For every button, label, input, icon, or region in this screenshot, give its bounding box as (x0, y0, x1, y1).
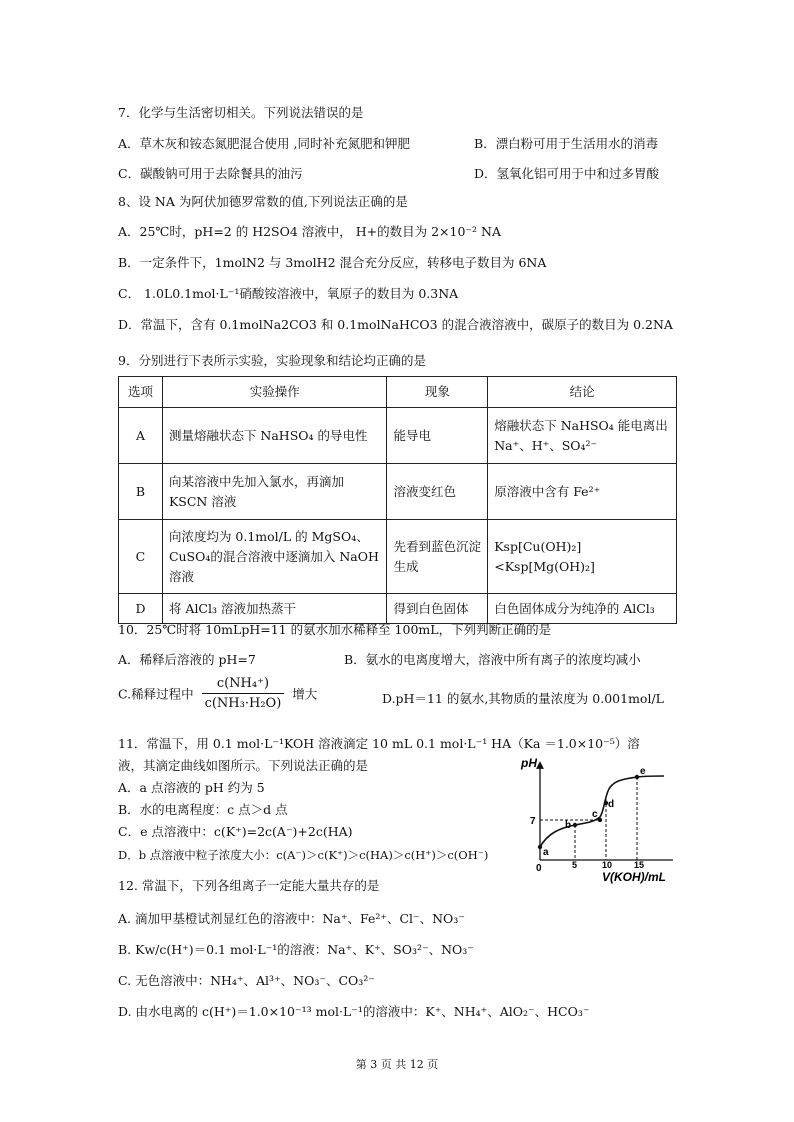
q8-option-c: C． 1.0L0.1mol·L⁻¹硝酸铵溶液中，氧原子的数目为 0.3NA (118, 286, 459, 301)
table-row (119, 520, 677, 594)
q11-option-b: B．水的电离程度：c 点＞d 点 (118, 802, 288, 817)
q11-stem-line1: 11．常温下，用 0.1 mol·L⁻¹KOH 溶液滴定 10 mL 0.1 mol·L⁻¹ HA（Ka ＝1.0×10⁻⁵）溶 (118, 736, 640, 751)
x-tick-15: 15 (634, 860, 645, 870)
table-row (119, 408, 677, 464)
y-tick-7: 7 (530, 816, 536, 827)
q7-option-d: D．氢氧化铝可用于中和过多胃酸 (474, 166, 660, 181)
table-row (119, 464, 677, 520)
origin-label: 0 (536, 863, 542, 874)
q10-option-b: B．氨水的电离度增大，溶液中所有离子的浓度均减小 (344, 652, 641, 667)
q10-stem: 10．25℃时将 10mLpH=11 的氨水加水稀释至 100mL，下列判断正确的是 (118, 622, 552, 637)
point-a-label: a (543, 847, 549, 858)
q12-option-a: A. 滴加甲基橙试剂显红色的溶液中：Na⁺、Fe²⁺、Cl⁻、NO₃⁻ (118, 911, 465, 926)
ratio-fraction (202, 676, 285, 711)
table-cell-phenomenon: 先看到蓝色沉淀生成 (387, 520, 488, 594)
table-cell-phenomenon: 得到白色固体 (387, 594, 488, 624)
table-cell-option: D (119, 594, 163, 624)
point-e-marker (635, 775, 639, 779)
q7-option-c: C．碳酸钠可用于去除餐具的油污 (118, 166, 303, 181)
table-cell-phenomenon: 溶液变红色 (387, 464, 488, 520)
point-e-label: e (640, 766, 646, 777)
q10-option-c (118, 676, 317, 711)
q7-option-b: B．漂白粉可用于生活用水的消毒 (474, 136, 659, 151)
q11-option-d: D．b 点溶液中粒子浓度大小：c(A⁻)＞c(K⁺)＞c(HA)＞c(H⁺)＞c(OH⁻) (118, 848, 489, 862)
table-cell-conclusion: 熔融状态下 NaHSO₄ 能电离出 Na⁺、H⁺、SO₄²⁻ (488, 408, 677, 464)
q11-option-c: C．e 点溶液中：c(K⁺)=2c(A⁻)+2c(HA) (118, 824, 353, 839)
q12-option-d: D. 由水电离的 c(H⁺)＝1.0×10⁻¹³ mol·L⁻¹的溶液中：K⁺、NH₄⁺、AlO₂⁻、HCO₃⁻ (118, 1004, 590, 1019)
q11-option-a: A．a 点溶液的 pH 约为 5 (118, 780, 265, 795)
q8-option-b: B．一定条件下，1molN2 与 3molH2 混合充分反应，转移电子数目为 6NA (118, 255, 547, 270)
point-a-marker (538, 845, 542, 849)
fraction-denominator: c(NH₃·H₂O) (204, 696, 282, 711)
table-cell-operation: 向浓度均为 0.1mol/L 的 MgSO₄、CuSO₄的混合溶液中逐滴加入 NaOH 溶液 (162, 520, 387, 594)
table-header-operation: 实验操作 (162, 377, 387, 408)
table-cell-operation: 测量熔融状态下 NaHSO₄ 的导电性 (162, 408, 387, 464)
point-c-label: c (592, 809, 598, 820)
x-axis-label: V(KOH)/mL (602, 870, 666, 884)
titration-curve (540, 776, 664, 847)
q10-option-c-prefix: C.稀释过程中 (118, 686, 194, 702)
q8-option-a: A．25℃时，pH=2 的 H2SO4 溶液中， H+的数目为 2×10⁻² NA (118, 224, 501, 239)
q10-option-a: A．稀释后溶液的 pH=7 (118, 652, 256, 667)
q7-stem: 7．化学与生活密切相关。下列说法错误的是 (118, 105, 364, 120)
point-c-marker (598, 818, 602, 822)
y-axis-label: pH (521, 756, 537, 770)
fraction-numerator: c(NH₄⁺) (202, 676, 285, 694)
q8-option-d: D．常温下，含有 0.1molNa2CO3 和 0.1molNaHCO3 的混合液溶液中，碳原子的数目为 0.2NA (118, 317, 673, 332)
table-cell-operation: 将 AlCl₃ 溶液加热蒸干 (162, 594, 387, 624)
table-cell-option: C (119, 520, 163, 594)
q12-option-c: C. 无色溶液中：NH₄⁺、Al³⁺、NO₃⁻、CO₃²⁻ (118, 973, 375, 988)
q10-option-d: D.pH＝11 的氨水,其物质的量浓度为 0.001mol/L (382, 691, 664, 706)
table-cell-operation: 向某溶液中先加入氯水，再滴加 KSCN 溶液 (162, 464, 387, 520)
point-b-marker (573, 823, 577, 827)
point-d-label: d (608, 799, 615, 810)
table-row (119, 594, 677, 624)
q12-option-b: B. Kw/c(H⁺)＝0.1 mol·L⁻¹的溶液：Na⁺、K⁺、SO₃²⁻、NO₃⁻ (118, 942, 474, 957)
x-tick-10: 10 (602, 860, 613, 870)
table-cell-option: A (119, 408, 163, 464)
q10-option-c-suffix: 增大 (292, 686, 318, 702)
table-header-row (119, 377, 677, 408)
point-b-label: b (565, 820, 572, 831)
table-cell-phenomenon: 能导电 (387, 408, 488, 464)
x-tick-5: 5 (572, 860, 578, 870)
q11-stem-line2: 液，其滴定曲线如图所示。下列说法正确的是 (118, 758, 369, 773)
q9-stem: 9．分别进行下表所示实验，实验现象和结论均正确的是 (118, 353, 426, 368)
table-cell-option: B (119, 464, 163, 520)
experiment-table (118, 376, 677, 624)
q12-stem: 12. 常温下，下列各组离子一定能大量共存的是 (118, 878, 380, 893)
titration-curve-graph (518, 755, 688, 885)
table-header-conclusion: 结论 (488, 377, 677, 408)
table-cell-conclusion: 原溶液中含有 Fe²⁺ (488, 464, 677, 520)
q7-option-a: A．草木灰和铵态氮肥混合使用 ,同时补充氮肥和钾肥 (118, 136, 410, 151)
page-footer: 第 3 页 共 12 页 (355, 1058, 439, 1071)
table-cell-conclusion: Ksp[Cu(OH)₂]<Ksp[Mg(OH)₂] (488, 520, 677, 594)
table-header-option: 选项 (119, 377, 163, 408)
table-cell-conclusion: 白色固体成分为纯净的 AlCl₃ (488, 594, 677, 624)
table-header-phenomenon: 现象 (387, 377, 488, 408)
q8-stem: 8、设 NA 为阿伏加德罗常数的值,下列说法正确的是 (118, 194, 408, 209)
